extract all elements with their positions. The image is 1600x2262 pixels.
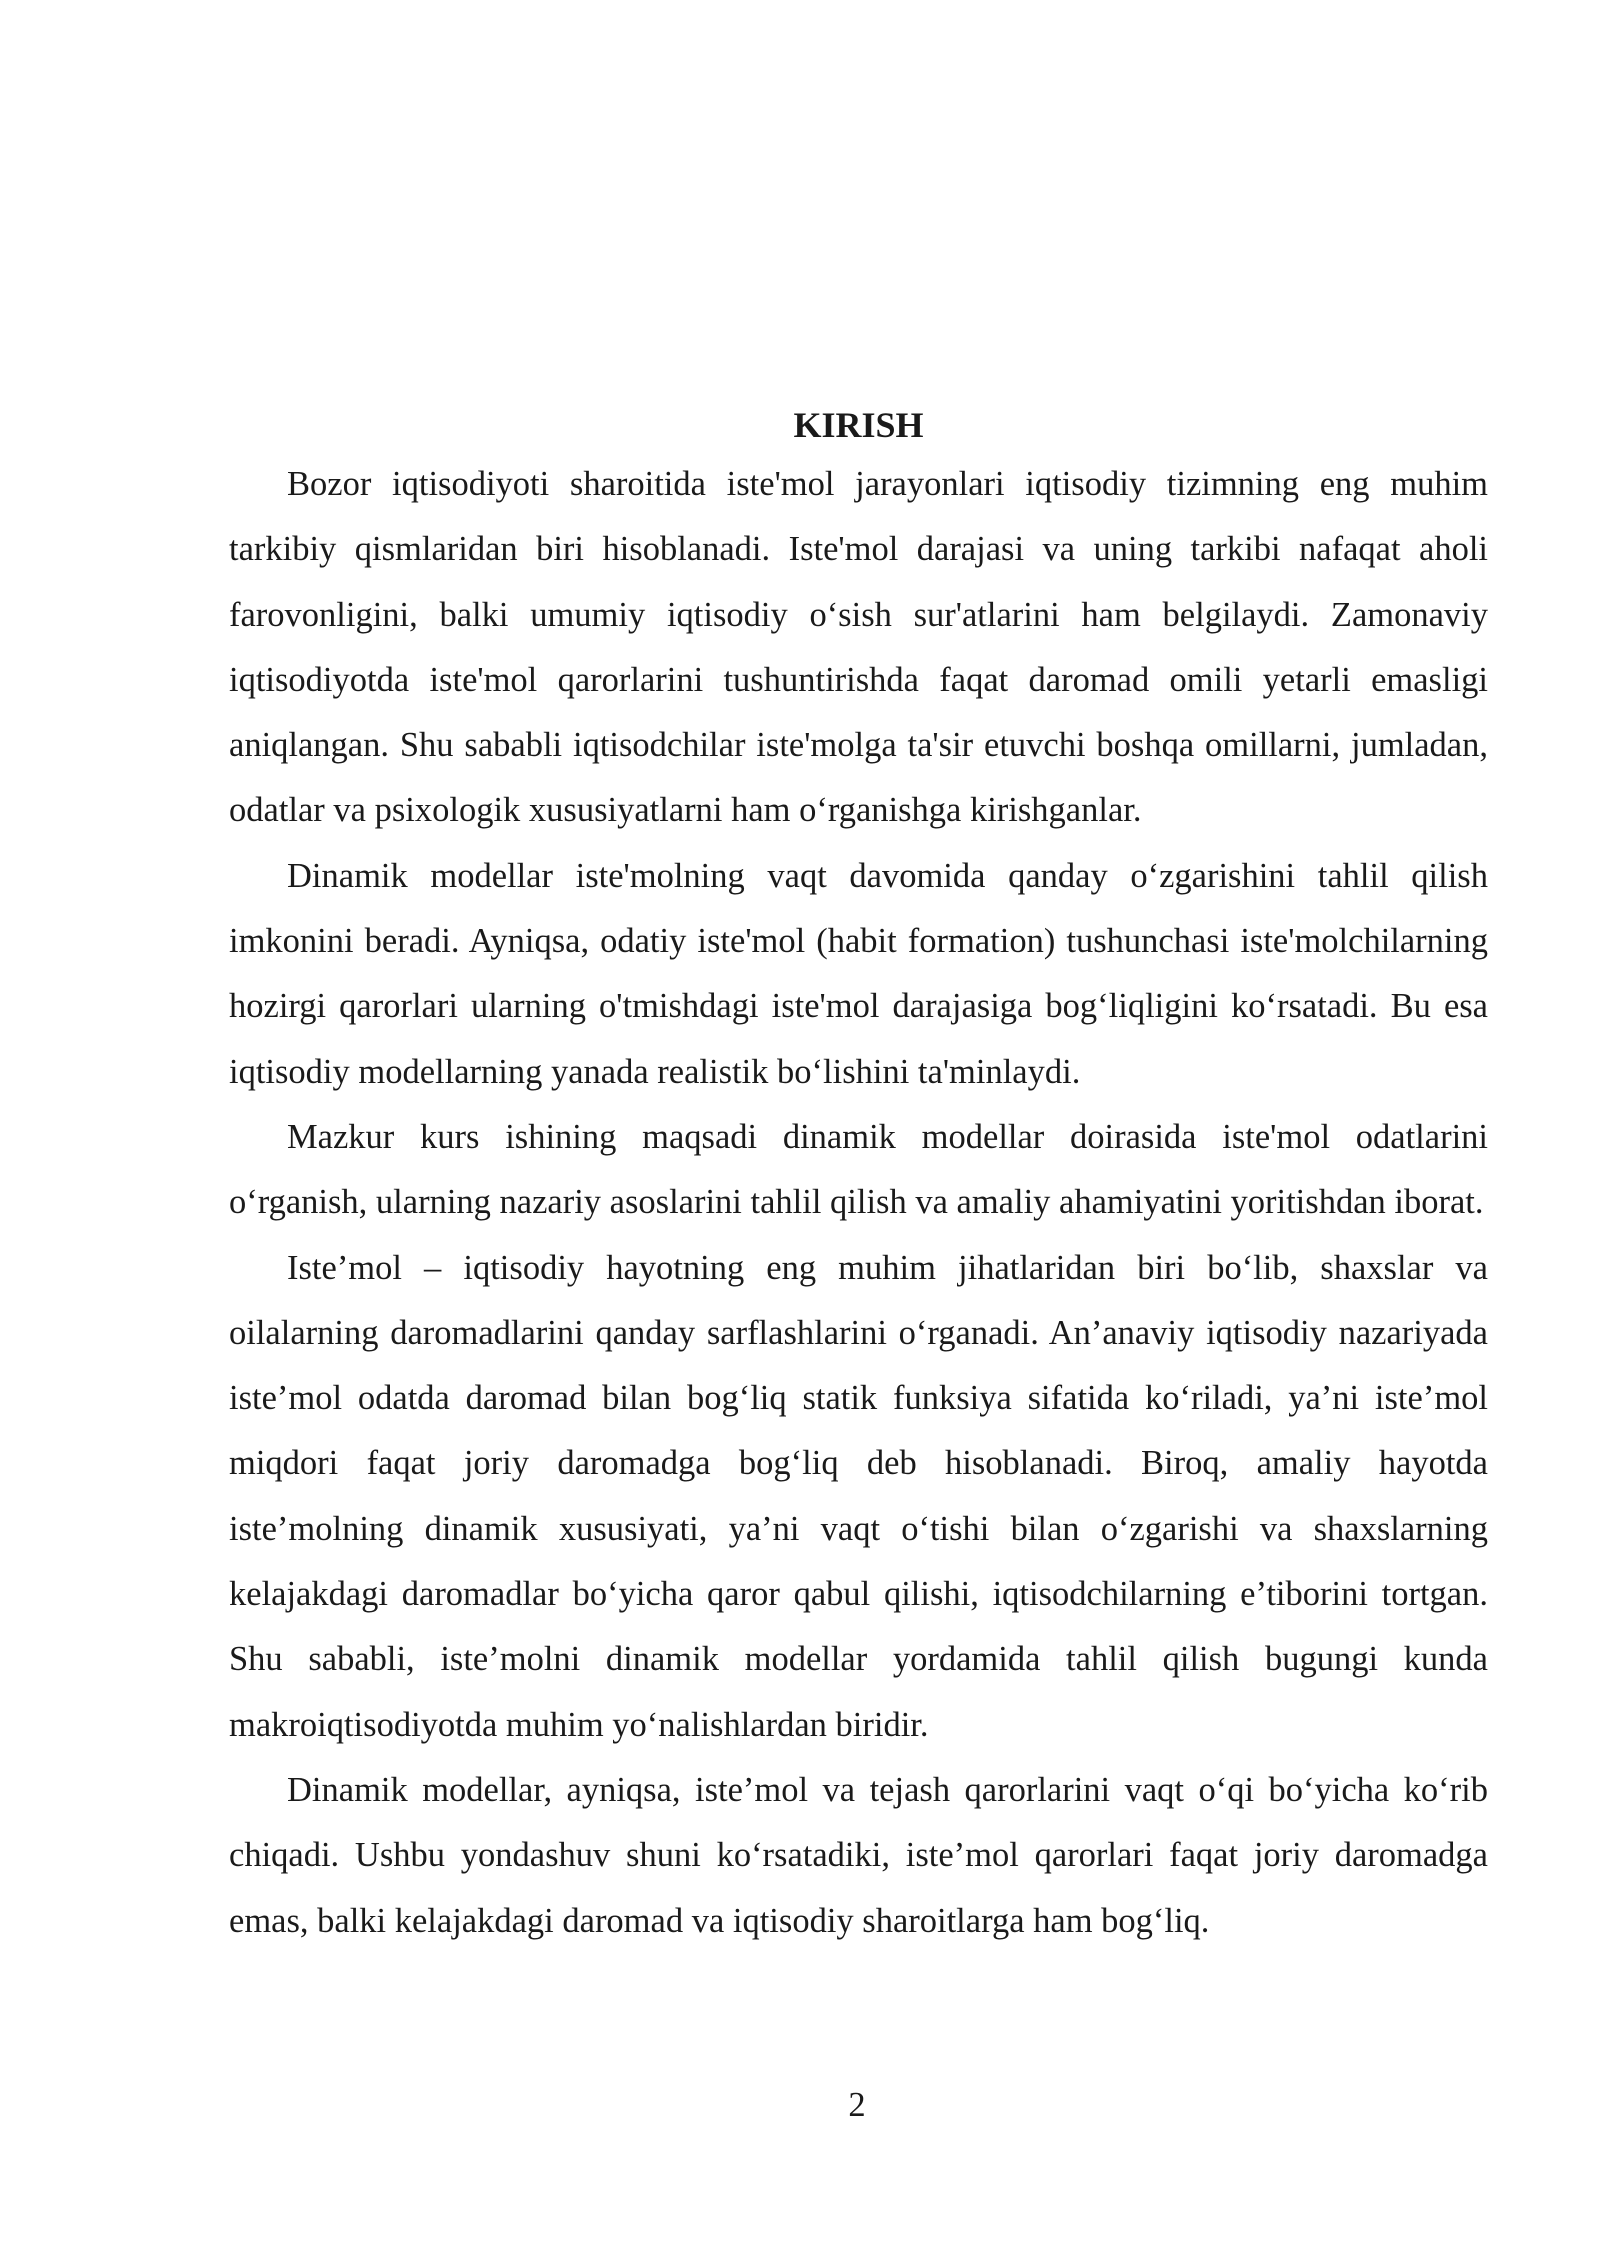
paragraph-4: Iste’mol – iqtisodiy hayotning eng muhim jihatlaridan biri bo‘lib, shaxslar va oilalarning daromadlarini qanday sarflashlarini o‘rganadi. An’anaviy iqtisodiy nazariyada iste’mol odatda daromad bilan bog‘liq statik funksiya sifatida ko‘riladi, ya’ni iste’mol miqdori faqat joriy daromadga bog‘liq deb hisoblanadi. Biroq, amaliy hayotda iste’molning dinamik xususiyati, ya’ni vaqt o‘tishi bilan o‘zgarishi va shaxslarning kelajakdagi daromadlar bo‘yicha qaror qabul qilishi, iqtisodchilarning e’tiborini tortgan. Shu sababli, iste’molni dinamik modellar yordamida tahlil qilish bugungi kunda makroiqtisodiyotda muhim yo‘nalishlardan biridir. [229, 1248, 1488, 1744]
section-heading: KIRISH [793, 405, 924, 445]
paragraph-3: Mazkur kurs ishining maqsadi dinamik modellar doirasida iste'mol odatlarini o‘rganish, ularning nazariy asoslarini tahlil qilish va amaliy ahamiyatini yoritishdan iborat. [229, 1117, 1488, 1222]
paragraph-1: Bozor iqtisodiyoti sharoitida iste'mol jarayonlari iqtisodiy tizimning eng muhim tarkibiy qismlaridan biri hisoblanadi. Iste'mol darajasi va uning tarkibi nafaqat aholi farovonligini, balki umumiy iqtisodiy o‘sish sur'atlarini ham belgilaydi. Zamonaviy iqtisodiyotda iste'mol qarorlarini tushuntirishda faqat daromad omili yetarli emasligi aniqlangan. Shu sababli iqtisodchilar iste'molga ta'sir etuvchi boshqa omillarni, jumladan, odatlar va psixologik xususiyatlarni ham o‘rganishga kirishganlar. [229, 465, 1488, 830]
page-number: 2 [848, 2086, 866, 2124]
paragraph-2: Dinamik modellar iste'molning vaqt davomida qanday o‘zgarishini tahlil qilish imkonini beradi. Ayniqsa, odatiy iste'mol (habit formation) tushunchasi iste'molchilarning hozirgi qarorlari ularning o'tmishdagi iste'mol darajasiga bog‘liqligini ko‘rsatadi. Bu esa iqtisodiy modellarning yanada realistik bo‘lishini ta'minlaydi. [229, 856, 1488, 1091]
page-body [229, 398, 1488, 1954]
paragraph-5: Dinamik modellar, ayniqsa, iste’mol va tejash qarorlarini vaqt o‘qi bo‘yicha ko‘rib chiqadi. Ushbu yondashuv shuni ko‘rsatadiki, iste’mol qarorlari faqat joriy daromadga emas, balki kelajakdagi daromad va iqtisodiy sharoitlarga ham bog‘liq. [229, 1770, 1488, 1940]
